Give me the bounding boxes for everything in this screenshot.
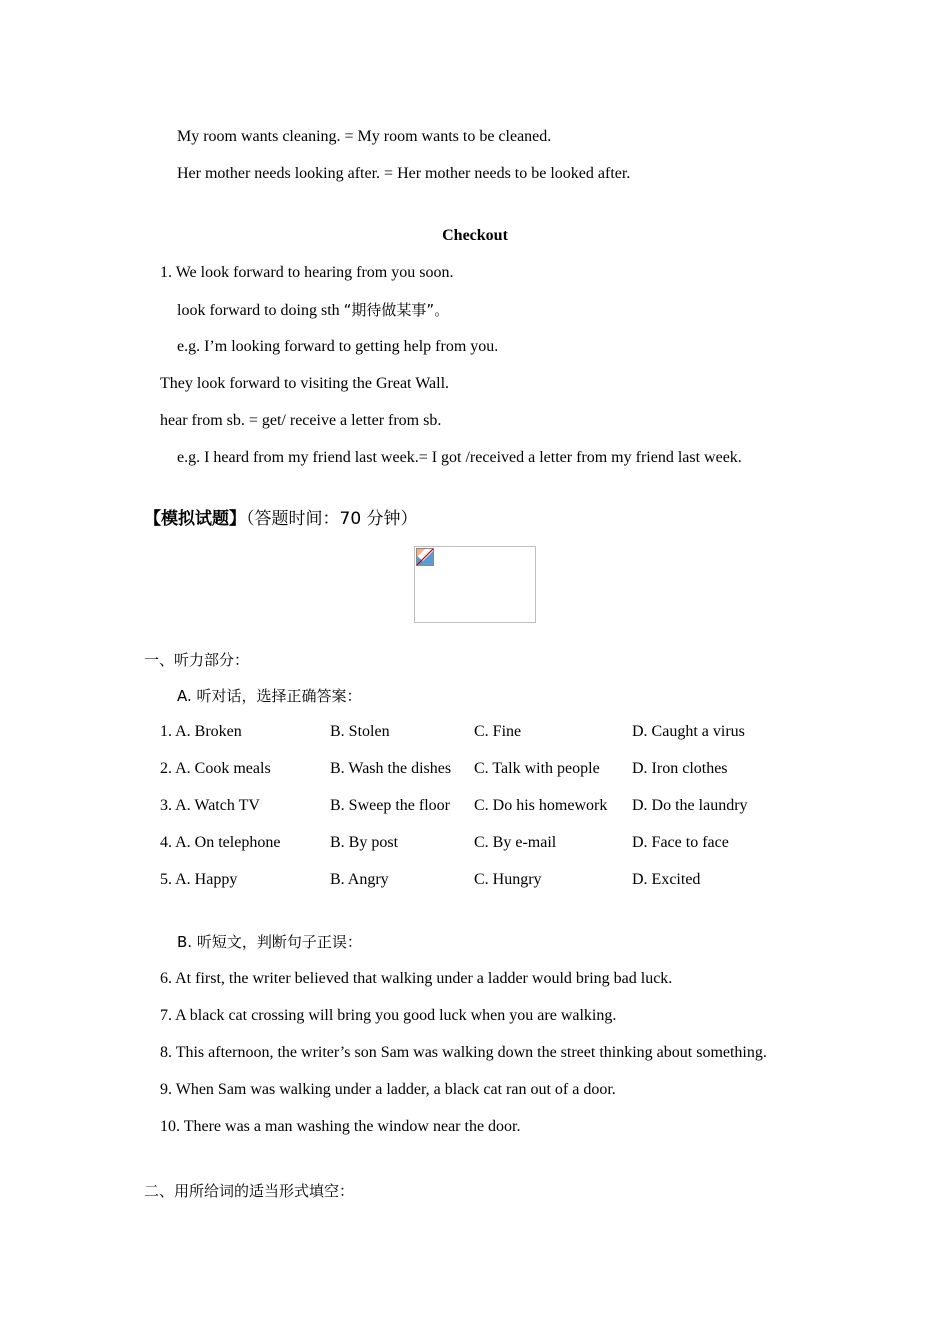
statement-6: 6. At first, the writer believed that walking under a ladder would bring bad luck.	[160, 970, 673, 987]
statement-8: 8. This afternoon, the writer’s son Sam was walking down the street thinking about something.	[160, 1044, 767, 1061]
sectionA-label-text: A. 听对话，选择正确答案：	[177, 687, 362, 705]
part1-heading: 一、听力部分：	[144, 651, 250, 669]
q1-option-a: 1. A. Broken	[160, 723, 242, 740]
q1-option-b: B. Stolen	[330, 723, 390, 740]
q4-option-d: D. Face to face	[632, 834, 729, 851]
q1-option-c: C. Fine	[474, 723, 522, 740]
broken-image-icon	[416, 548, 434, 566]
sectionB-label	[177, 932, 362, 953]
checkout-example-3: e.g. I heard from my friend last week.= I got /received a letter from my friend last week.	[177, 449, 742, 466]
q3-option-d: D. Do the laundry	[632, 797, 748, 814]
q2-option-d: D. Iron clothes	[632, 760, 728, 777]
phrase-en: look forward to doing sth	[177, 302, 344, 319]
statement-9: 9. When Sam was walking under a ladder, a black cat ran out of a door.	[160, 1081, 616, 1098]
mock-test-title-bold: 【模拟试题】	[144, 509, 246, 529]
q5-option-a: 5. A. Happy	[160, 871, 238, 888]
mock-test-title	[144, 509, 418, 529]
q4-option-a: 4. A. On telephone	[160, 834, 281, 851]
q4-option-c: C. By e-mail	[474, 834, 557, 851]
q5-option-d: D. Excited	[632, 871, 701, 888]
statement-7: 7. A black cat crossing will bring you good luck when you are walking.	[160, 1007, 617, 1024]
q5-option-b: B. Angry	[330, 871, 389, 888]
q3-option-c: C. Do his homework	[474, 797, 608, 814]
checkout-phrase	[177, 300, 449, 321]
q5-option-c: C. Hungry	[474, 871, 542, 888]
q2-option-c: C. Talk with people	[474, 760, 600, 777]
q3-option-b: B. Sweep the floor	[330, 797, 450, 814]
phrase-cn: “期待做某事”。	[343, 301, 450, 319]
mock-test-title-time: （答题时间：70 分钟）	[246, 509, 418, 529]
checkout-heading: Checkout	[442, 227, 508, 244]
sectionB-label-text: B. 听短文，判断句子正误：	[177, 933, 362, 951]
part2-heading: 二、用所给词的适当形式填空：	[144, 1182, 355, 1200]
checkout-hear-from: hear from sb. = get/ receive a letter from sb.	[160, 412, 442, 429]
q2-option-b: B. Wash the dishes	[330, 760, 452, 777]
intro-line-2: Her mother needs looking after. = Her mother needs to be looked after.	[177, 165, 631, 182]
q4-option-b: B. By post	[330, 834, 399, 851]
checkout-item-1: 1. We look forward to hearing from you soon.	[160, 264, 454, 281]
checkout-example-1: e.g. I’m looking forward to getting help from you.	[177, 338, 499, 355]
checkout-example-2: They look forward to visiting the Great Wall.	[160, 375, 450, 392]
intro-line-1: My room wants cleaning. = My room wants to be cleaned.	[177, 128, 552, 145]
q1-option-d: D. Caught a virus	[632, 723, 745, 740]
image-placeholder	[414, 546, 536, 623]
statement-10: 10. There was a man washing the window near the door.	[160, 1118, 521, 1135]
q2-option-a: 2. A. Cook meals	[160, 760, 271, 777]
sectionA-label	[177, 686, 362, 707]
q3-option-a: 3. A. Watch TV	[160, 797, 260, 814]
